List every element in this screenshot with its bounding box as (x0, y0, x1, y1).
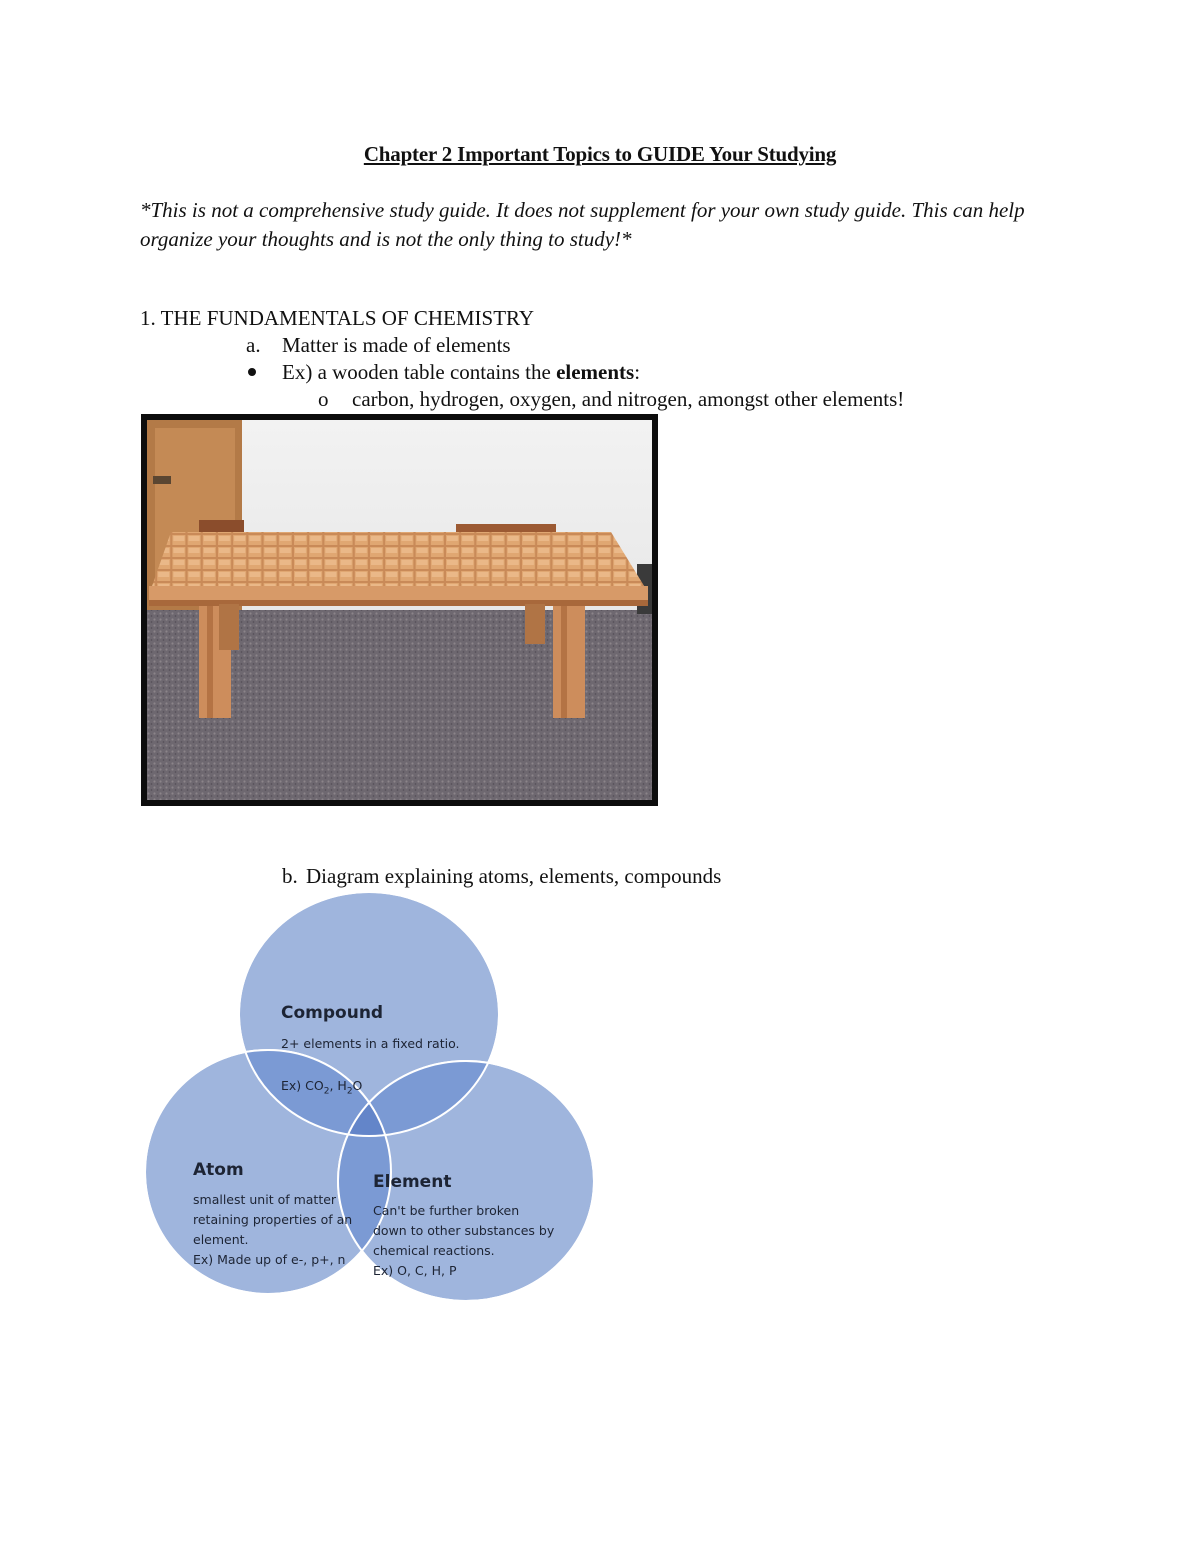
bullet-text-start: Ex) a wooden table contains the (282, 360, 557, 384)
compound-description: 2+ elements in a fixed ratio. (281, 1036, 460, 1051)
page-title: Chapter 2 Important Topics to GUIDE Your Studying (363, 142, 837, 166)
compound-title: Compound (281, 1003, 384, 1023)
element-description: Can't be further broken down to other substances by chemical reactions. Ex) O, C, H, P (373, 1203, 555, 1278)
list-marker-a: a. (246, 333, 261, 357)
bullet-item (282, 360, 640, 385)
list-item-b: Diagram explaining atoms, elements, compounds (306, 864, 722, 888)
atom-description: smallest unit of matter retaining properties of an element. Ex) Made up of e-, p+, n (193, 1192, 353, 1267)
bullet-icon (248, 368, 256, 376)
list-marker-b: b. (282, 864, 298, 888)
section-heading: 1. THE FUNDAMENTALS OF CHEMISTRY (140, 306, 535, 330)
disclaimer-text: *This is not a comprehensive study guide. It does not supplement for your own study guide. This can help organize your thoughts and is not the only thing to study!* (140, 198, 1025, 251)
list-item-a: Matter is made of elements (282, 333, 511, 357)
sub-bullet-marker: o (318, 387, 329, 411)
venn-diagram (140, 880, 610, 1380)
element-title: Element (373, 1172, 452, 1192)
compound-example: Ex) $CO_2$, $H_2O$ (281, 1078, 363, 1097)
bullet-bold-term: elements (556, 360, 635, 384)
atom-title: Atom (193, 1160, 244, 1180)
sub-bullet-item: carbon, hydrogen, oxygen, and nitrogen, amongst other elements! (352, 387, 905, 411)
wooden-periodic-table-photo (141, 414, 658, 806)
bullet-text-end: : (634, 360, 641, 384)
